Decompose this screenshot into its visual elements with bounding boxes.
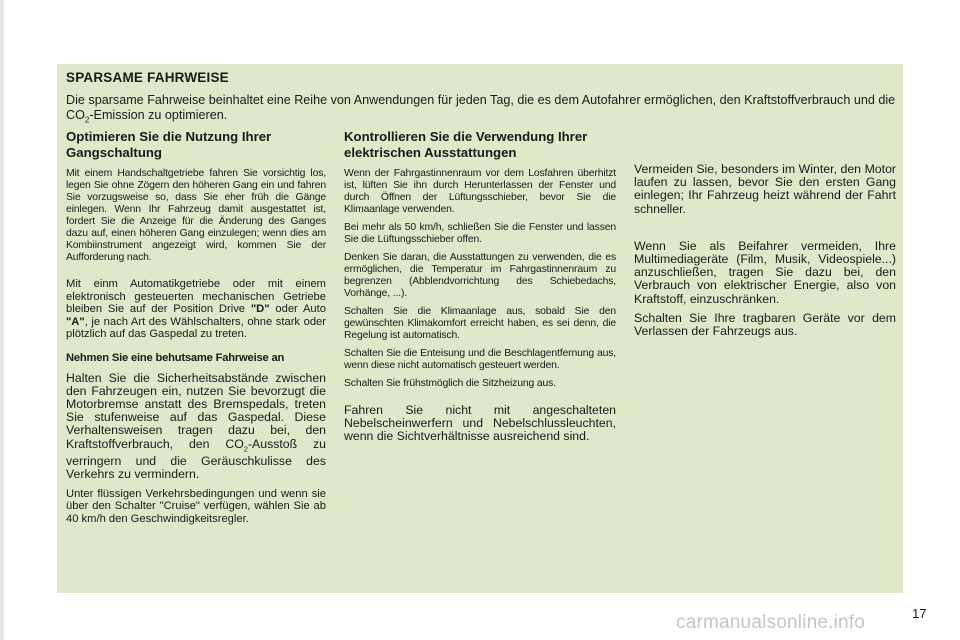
intro-text-before: Die sparsame Fahrweise beinhaltet eine Reihe von Anwendungen für jeden Tag, die es dem Autofahrer ermöglichen, den Kraftstoffverbrauch und die CO xyxy=(66,93,896,122)
paragraph-safe-distance xyxy=(66,372,326,482)
paragraph-ventilate: Wenn der Fahrgastinnenraum vor dem Losfahren überhitzt ist, lüften Sie ihn durch Herunterlassen der Fenster und durch Öffnen der Lüftungsschieber, bevor Sie die Klimaanlage verwenden. xyxy=(344,168,616,215)
drive-label: "D" xyxy=(250,303,270,315)
heading-gear-usage: Optimieren Sie die Nutzung Ihrer Gangschaltung xyxy=(66,129,272,160)
automatic-text-a: Mit einm Automatikgetriebe oder mit einem elektronisch gesteuerten mechanischen Getriebe bleiben Sie auf der Position Drive xyxy=(66,278,326,315)
automatic-text-c: , je nach Art des Wählschalters, ohne stark oder plötzlich auf das Gaspedal zu treten. xyxy=(66,315,326,340)
paragraph-temperature: Denken Sie daran, die Ausstattungen zu verwenden, die es ermöglichen, die Temperatur im Fahrgastinnenraum zu begrenzen (Abblendvorrichtung des Schiebedachs, Vorhänge, ...). xyxy=(344,252,616,299)
auto-label: "A" xyxy=(66,315,85,328)
automatic-text-b: oder Auto xyxy=(269,303,326,315)
paragraph-air-conditioning: Schalten Sie die Klimaanlage aus, sobald Sie den gewünschten Klimakomfort erreicht haben, es sei denn, die Regelung ist automatisch. xyxy=(344,306,616,341)
paragraph-defrost: Schalten Sie die Enteisung und die Beschlagentfernung aus, wenn diese nicht automatisch gesteuert werden. xyxy=(344,348,616,371)
intro-paragraph xyxy=(66,93,896,128)
page-edge-rule xyxy=(0,0,4,640)
paragraph-winter-engine: Vermeiden Sie, besonders im Winter, den Motor laufen zu lassen, bevor Sie den ersten Gang einlegen; Ihr Fahrzeug heizt während der Fahrt schneller. xyxy=(634,162,896,216)
paragraph-cruise-control: Unter flüssigen Verkehrsbedingungen und wenn sie über den Schalter "Cruise" verfügen, wählen Sie ab 40 km/h den Geschwindigkeitsregler. xyxy=(66,487,326,525)
intro-text-after: -Emission zu optimieren. xyxy=(89,108,228,122)
watermark: carmanualsonline.info xyxy=(676,612,866,633)
paragraph-automatic-gearbox xyxy=(66,278,326,341)
paragraph-manual-gearbox: Mit einem Handschaltgetriebe fahren Sie vorsichtig los, legen Sie ohne Zögern den höheren Gang ein und fahren Sie vorzugsweise so, dass Sie eher früh die Gänge einlegen. Wenn Ihr Fahrzeug damit ausgestattet ist, fordert Sie die Anzeige für die Änderung des Ganges dazu auf, einen höheren Gang einzulegen; wenn dies am Kombiinstrument angezeigt wird, kommen Sie der Aufforderung nach. xyxy=(66,168,326,263)
paragraph-fog-lights: Fahren Sie nicht mit angeschalteten Nebelscheinwerfern und Nebelschlussleuchten, wenn die Sichtverhältnisse ausreichend sind. xyxy=(344,403,616,444)
page-number: 17 xyxy=(912,606,927,621)
page-title: SPARSAME FAHRWEISE xyxy=(66,70,229,85)
safe-distance-text-b: -Ausstoß zu verringern und die Geräuschkulisse des Verkehrs zu vermindern. xyxy=(66,436,326,482)
paragraph-windows: Bei mehr als 50 km/h, schließen Sie die Fenster und lassen Sie die Lüftungsschieber offen. xyxy=(344,222,616,245)
subheading-careful-driving: Nehmen Sie eine behutsame Fahrweise an xyxy=(66,351,285,364)
column-electrical-equipment xyxy=(344,129,616,450)
column-gear-usage xyxy=(66,129,326,531)
safe-distance-subscript: 2 xyxy=(243,443,248,453)
column-energy-tips xyxy=(634,163,896,344)
paragraph-multimedia: Wenn Sie als Beifahrer vermeiden, Ihre Multimediageräte (Film, Musik, Videospiele...) anzuschließen, tragen Sie dazu bei, den Verbrauch von elektrischer Energie, also von Kraftstoff, einzuschränken. xyxy=(634,238,896,306)
safe-distance-text-a: Halten Sie die Sicherheitsabstände zwischen den Fahrzeugen ein, nutzen Sie bevorzugt die Motorbremse anstatt des Bremspedals, treten Sie stufenweise auf das Gaspedal. Diese Verhaltensweisen tragen dazu bei, den Kraftstoffverbrauch, den CO xyxy=(66,370,326,451)
intro-subscript: 2 xyxy=(84,115,90,125)
paragraph-portable-devices: Schalten Sie Ihre tragbaren Geräte vor dem Verlassen der Fahrzeugs aus. xyxy=(634,310,896,339)
heading-electrical-equipment: Kontrollieren Sie die Verwendung Ihrer elektrischen Ausstattungen xyxy=(344,129,588,160)
paragraph-seat-heating: Schalten Sie frühstmöglich die Sitzheizung aus. xyxy=(344,378,556,389)
